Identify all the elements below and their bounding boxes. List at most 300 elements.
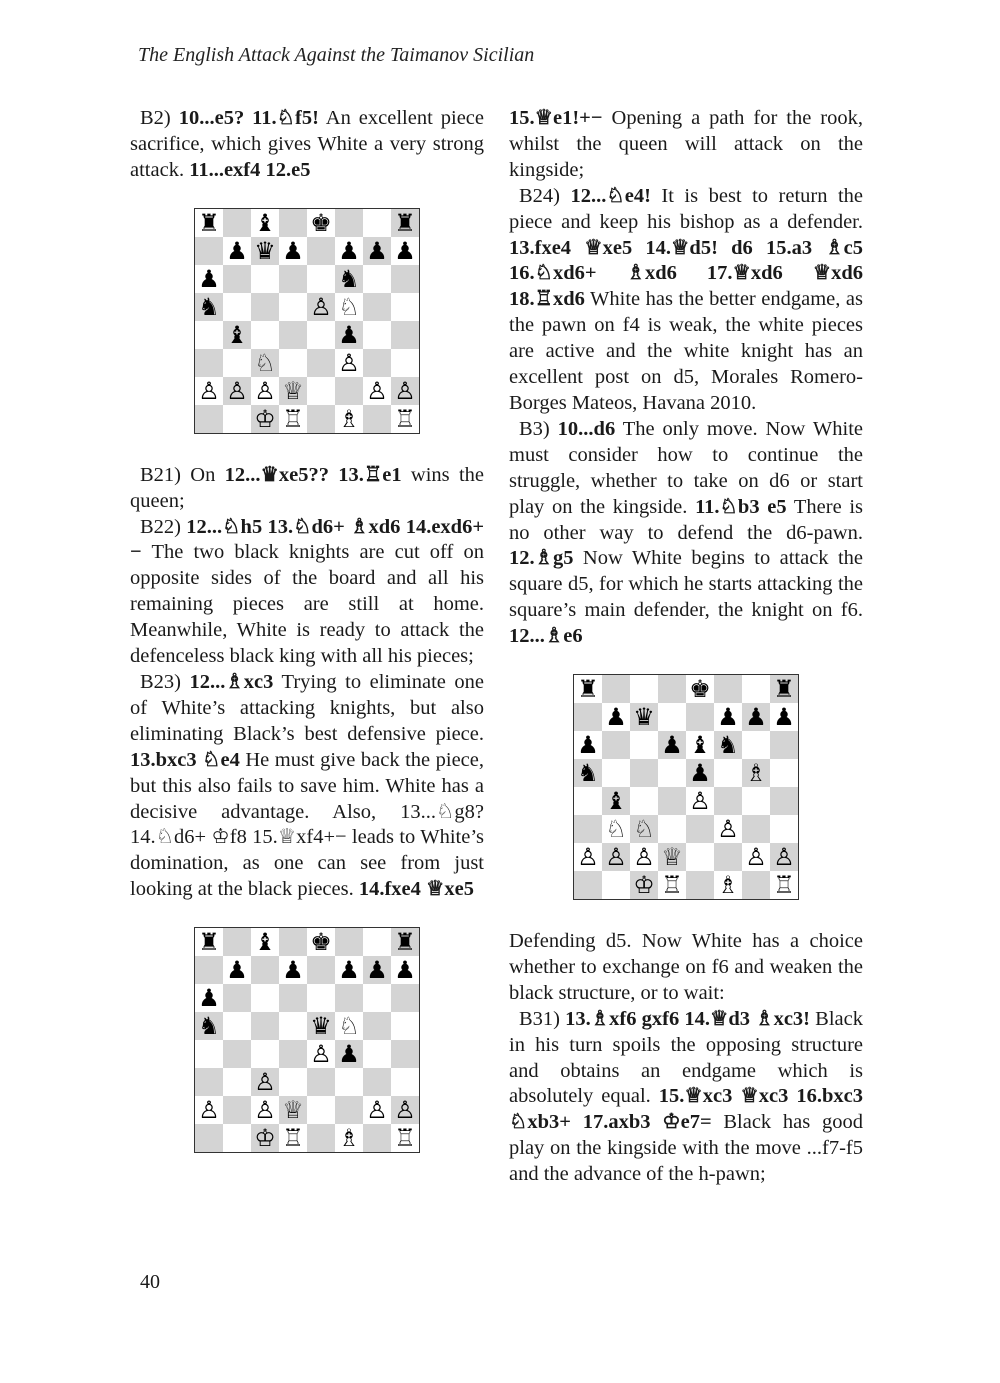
black-queen-icon: ♛ — [310, 1012, 332, 1041]
square-f7 — [335, 237, 363, 265]
square-b4 — [602, 787, 630, 815]
square-f8 — [335, 209, 363, 237]
black-pawn-icon: ♟ — [605, 703, 627, 732]
square-a2 — [195, 377, 223, 405]
square-h7 — [770, 703, 798, 731]
square-e1 — [686, 871, 714, 899]
square-a2 — [574, 843, 602, 871]
square-d6 — [279, 265, 307, 293]
square-c7 — [251, 956, 279, 984]
square-g8 — [363, 928, 391, 956]
square-g2 — [742, 843, 770, 871]
text: Black has good play on the kingside with the move ...f7-f5 and the advance of the h-pawn; — [509, 1111, 863, 1186]
white-rook-icon: ♖ — [394, 1124, 416, 1153]
white-king-icon: ♔ — [254, 404, 276, 433]
square-g4 — [742, 787, 770, 815]
white-rook-icon: ♖ — [282, 1124, 304, 1153]
black-pawn-icon: ♟ — [366, 956, 388, 985]
square-d3 — [658, 815, 686, 843]
text: B21) On — [140, 463, 225, 486]
black-bishop-icon: ♝ — [254, 208, 276, 237]
square-d2 — [279, 1096, 307, 1124]
diagram-2-wrap — [130, 927, 484, 1153]
square-c6 — [251, 265, 279, 293]
white-pawn-icon: ♙ — [254, 376, 276, 405]
square-c2 — [251, 1096, 279, 1124]
black-rook-icon: ♜ — [577, 675, 599, 704]
black-pawn-icon: ♟ — [394, 956, 416, 985]
square-f5 — [714, 759, 742, 787]
black-knight-icon: ♞ — [717, 731, 739, 760]
square-e2 — [307, 377, 335, 405]
square-e1 — [307, 1124, 335, 1152]
move-text: 15.♕e1!+− — [509, 107, 603, 129]
text: Trying to eliminate one of White’s attacking knights, but also eliminating Black’s best defensive piece. — [130, 670, 485, 745]
square-e7 — [686, 703, 714, 731]
white-queen-icon: ♕ — [282, 1096, 304, 1125]
square-d5 — [658, 759, 686, 787]
black-pawn-icon: ♟ — [689, 759, 711, 788]
black-pawn-icon: ♟ — [226, 236, 248, 265]
square-c1 — [251, 1124, 279, 1152]
square-a1 — [195, 405, 223, 433]
white-pawn-icon: ♙ — [773, 843, 795, 872]
square-h7 — [391, 956, 419, 984]
square-g4 — [363, 1040, 391, 1068]
square-a4 — [195, 321, 223, 349]
square-a8 — [195, 209, 223, 237]
black-pawn-icon: ♟ — [577, 731, 599, 760]
square-e1 — [307, 405, 335, 433]
white-knight-icon: ♘ — [254, 348, 276, 377]
square-a6 — [574, 731, 602, 759]
square-d8 — [658, 675, 686, 703]
square-h4 — [391, 321, 419, 349]
white-pawn-icon: ♙ — [310, 292, 332, 321]
square-b1 — [223, 1124, 251, 1152]
square-b2 — [223, 1096, 251, 1124]
paragraph-b2 — [130, 106, 484, 184]
black-bishop-icon: ♝ — [689, 731, 711, 760]
paragraph-b23 — [130, 670, 484, 903]
square-b3 — [223, 1068, 251, 1096]
move-text: 12.♗g5 — [509, 547, 574, 570]
text: Opening a path for the rook, whilst the queen will attack on the kingside; — [509, 107, 863, 181]
move-text: 12...♘h5 13.♘d6+ ♗xd6 14.exd6+− — [130, 515, 485, 564]
square-c8 — [251, 928, 279, 956]
square-b4 — [223, 321, 251, 349]
diagram-1-wrap — [130, 208, 484, 434]
black-pawn-icon: ♟ — [282, 236, 304, 265]
white-rook-icon: ♖ — [394, 404, 416, 433]
white-bishop-icon: ♗ — [717, 871, 739, 900]
black-knight-icon: ♞ — [198, 292, 220, 321]
square-a6 — [195, 265, 223, 293]
square-g8 — [742, 675, 770, 703]
white-bishop-icon: ♗ — [338, 1124, 360, 1153]
square-e5 — [307, 1012, 335, 1040]
square-b5 — [223, 1012, 251, 1040]
square-b5 — [223, 293, 251, 321]
square-d6 — [658, 731, 686, 759]
square-d4 — [279, 1040, 307, 1068]
square-e8 — [307, 209, 335, 237]
square-f7 — [335, 956, 363, 984]
square-a5 — [195, 1012, 223, 1040]
text: Now White begins to attack the square d5, for which he starts attacking the square’s main defender, the knight on f6. — [509, 547, 863, 622]
white-pawn-icon: ♙ — [394, 376, 416, 405]
paragraph-b23-cont — [509, 106, 863, 184]
square-g8 — [363, 209, 391, 237]
square-g2 — [363, 377, 391, 405]
white-rook-icon: ♖ — [661, 871, 683, 900]
square-a2 — [195, 1096, 223, 1124]
right-column — [509, 106, 863, 1188]
move-text: 11.♘b3 e5 — [695, 495, 787, 518]
move-text: 12...♗e6 — [509, 625, 583, 648]
square-e6 — [307, 984, 335, 1012]
square-g7 — [363, 237, 391, 265]
square-c7 — [251, 237, 279, 265]
square-c3 — [630, 815, 658, 843]
square-g3 — [363, 1068, 391, 1096]
square-h6 — [391, 984, 419, 1012]
square-f5 — [335, 293, 363, 321]
square-a1 — [574, 871, 602, 899]
square-h7 — [391, 237, 419, 265]
square-a4 — [574, 787, 602, 815]
square-c8 — [630, 675, 658, 703]
square-c5 — [251, 293, 279, 321]
square-b7 — [223, 956, 251, 984]
square-h8 — [391, 928, 419, 956]
white-knight-icon: ♘ — [338, 1012, 360, 1041]
square-e5 — [686, 759, 714, 787]
square-f6 — [335, 984, 363, 1012]
move-text: 12...♛xe5?? 13.♖e1 — [224, 463, 402, 486]
square-d7 — [279, 237, 307, 265]
black-pawn-icon: ♟ — [338, 320, 360, 349]
square-e4 — [686, 787, 714, 815]
square-e6 — [307, 265, 335, 293]
black-pawn-icon: ♟ — [282, 956, 304, 985]
square-a7 — [195, 956, 223, 984]
black-bishop-icon: ♝ — [605, 787, 627, 816]
square-b6 — [602, 731, 630, 759]
square-d4 — [279, 321, 307, 349]
paragraph-b3 — [509, 417, 863, 650]
square-e8 — [307, 928, 335, 956]
text: B23) — [140, 670, 190, 693]
square-b7 — [602, 703, 630, 731]
square-g6 — [363, 984, 391, 1012]
white-knight-icon: ♘ — [338, 292, 360, 321]
square-h1 — [391, 405, 419, 433]
square-d8 — [279, 209, 307, 237]
black-pawn-icon: ♟ — [226, 956, 248, 985]
square-g5 — [363, 1012, 391, 1040]
square-d3 — [279, 349, 307, 377]
white-pawn-icon: ♙ — [577, 843, 599, 872]
square-f2 — [714, 843, 742, 871]
white-pawn-icon: ♙ — [198, 376, 220, 405]
white-queen-icon: ♕ — [661, 843, 683, 872]
square-f8 — [335, 928, 363, 956]
move-text: 10...e5? 11.♘f5! — [178, 107, 319, 129]
black-rook-icon: ♜ — [198, 928, 220, 957]
white-king-icon: ♔ — [633, 871, 655, 900]
white-queen-icon: ♕ — [282, 376, 304, 405]
black-pawn-icon: ♟ — [745, 703, 767, 732]
square-f3 — [714, 815, 742, 843]
square-e4 — [307, 1040, 335, 1068]
square-h6 — [770, 731, 798, 759]
white-pawn-icon: ♙ — [717, 815, 739, 844]
white-rook-icon: ♖ — [773, 871, 795, 900]
square-c2 — [630, 843, 658, 871]
white-knight-icon: ♘ — [633, 815, 655, 844]
square-a8 — [574, 675, 602, 703]
move-text: 13.fxe4 ♕xe5 14.♕d5! d6 15.a3 ♗c5 16.♘xd6+ ♗xd6 17.♕xd6 ♕xd6 18.♖xd6 — [509, 236, 863, 311]
square-h1 — [770, 871, 798, 899]
square-a5 — [574, 759, 602, 787]
move-text: 14.fxe4 ♕xe5 — [358, 878, 474, 901]
square-f1 — [335, 405, 363, 433]
square-e3 — [686, 815, 714, 843]
square-f8 — [714, 675, 742, 703]
text: An excellent piece sacrifice, which gives White a very strong attack. — [130, 107, 484, 181]
square-b6 — [223, 984, 251, 1012]
square-d1 — [658, 871, 686, 899]
text: B24) — [519, 184, 571, 207]
square-b1 — [223, 405, 251, 433]
running-head: The English Attack Against the Taimanov Sicilian — [138, 44, 535, 66]
paragraph-b31 — [509, 1007, 863, 1188]
square-b8 — [223, 209, 251, 237]
white-knight-icon: ♘ — [605, 815, 627, 844]
square-a7 — [195, 237, 223, 265]
square-g5 — [363, 293, 391, 321]
chess-diagram-2 — [194, 927, 420, 1153]
square-d7 — [658, 703, 686, 731]
square-b8 — [223, 928, 251, 956]
square-d5 — [279, 293, 307, 321]
square-h4 — [391, 1040, 419, 1068]
text: Black in his turn spoils the opposing structure and obtains an endgame which is absolutely equal. — [509, 1007, 863, 1108]
chess-diagram-3 — [573, 674, 799, 900]
square-h2 — [770, 843, 798, 871]
square-e5 — [307, 293, 335, 321]
square-b8 — [602, 675, 630, 703]
black-knight-icon: ♞ — [577, 759, 599, 788]
white-pawn-icon: ♙ — [226, 376, 248, 405]
text: He must give back the piece, but this also fails to save him. White has a decisive advantage. Also, 13...♘g8? 14.♘d6+ ♔f8 15.♕xf4+− leads to White’s domination, as one can see from just looking at the black pieces. — [130, 748, 484, 901]
white-pawn-icon: ♙ — [338, 348, 360, 377]
square-f4 — [714, 787, 742, 815]
square-g1 — [363, 1124, 391, 1152]
square-c8 — [251, 209, 279, 237]
white-pawn-icon: ♙ — [198, 1096, 220, 1125]
paragraph-b3-cont — [509, 929, 863, 1007]
square-c4 — [251, 1040, 279, 1068]
square-f2 — [335, 1096, 363, 1124]
square-f1 — [335, 1124, 363, 1152]
black-pawn-icon: ♟ — [338, 236, 360, 265]
square-f4 — [335, 1040, 363, 1068]
square-g1 — [363, 405, 391, 433]
white-pawn-icon: ♙ — [254, 1096, 276, 1125]
square-d1 — [279, 1124, 307, 1152]
square-c2 — [251, 377, 279, 405]
square-a4 — [195, 1040, 223, 1068]
text: B3) — [519, 417, 558, 440]
text: The only move. Now White must consider how to continue the struggle, whether to take on d6 or start play on the kingside. — [509, 417, 863, 518]
square-d6 — [279, 984, 307, 1012]
square-g6 — [742, 731, 770, 759]
black-king-icon: ♚ — [310, 208, 332, 237]
black-pawn-icon: ♟ — [661, 731, 683, 760]
square-b2 — [223, 377, 251, 405]
move-text: 10...d6 — [557, 417, 616, 440]
square-h1 — [391, 1124, 419, 1152]
black-pawn-icon: ♟ — [717, 703, 739, 732]
paragraph-b24 — [509, 184, 863, 417]
square-c3 — [251, 1068, 279, 1096]
black-rook-icon: ♜ — [198, 208, 220, 237]
square-f5 — [335, 1012, 363, 1040]
diagram-3-wrap — [509, 674, 863, 900]
square-d3 — [279, 1068, 307, 1096]
chess-diagram-1 — [194, 208, 420, 434]
black-pawn-icon: ♟ — [338, 1040, 360, 1069]
square-a6 — [195, 984, 223, 1012]
move-text: 13.♗xf6 gxf6 14.♕d3 ♗xc3! — [565, 1007, 811, 1030]
paragraph-b21 — [130, 463, 484, 515]
black-king-icon: ♚ — [689, 675, 711, 704]
square-b4 — [223, 1040, 251, 1068]
square-c4 — [251, 321, 279, 349]
text: White has the better endgame, as the pawn on f4 is weak, the white pieces are active and the white knight has an excellent post on d5, Morales Romero-Borges Mateos, Havana 2010. — [509, 288, 863, 414]
square-d2 — [658, 843, 686, 871]
black-rook-icon: ♜ — [773, 675, 795, 704]
square-a3 — [195, 1068, 223, 1096]
square-e2 — [307, 1096, 335, 1124]
square-f2 — [335, 377, 363, 405]
square-g7 — [363, 956, 391, 984]
square-b5 — [602, 759, 630, 787]
square-f4 — [335, 321, 363, 349]
square-e4 — [307, 321, 335, 349]
square-c6 — [251, 984, 279, 1012]
square-a8 — [195, 928, 223, 956]
square-a3 — [574, 815, 602, 843]
text: wins the queen; — [130, 463, 484, 512]
black-pawn-icon: ♟ — [366, 236, 388, 265]
black-bishop-icon: ♝ — [254, 928, 276, 957]
black-king-icon: ♚ — [310, 928, 332, 957]
black-pawn-icon: ♟ — [198, 984, 220, 1013]
square-c4 — [630, 787, 658, 815]
square-c1 — [630, 871, 658, 899]
white-pawn-icon: ♙ — [633, 843, 655, 872]
white-pawn-icon: ♙ — [366, 376, 388, 405]
text: B22) — [140, 515, 187, 538]
square-d8 — [279, 928, 307, 956]
square-b1 — [602, 871, 630, 899]
paragraph-b22 — [130, 515, 484, 670]
square-a1 — [195, 1124, 223, 1152]
square-g5 — [742, 759, 770, 787]
white-pawn-icon: ♙ — [689, 787, 711, 816]
square-g1 — [742, 871, 770, 899]
black-knight-icon: ♞ — [338, 264, 360, 293]
square-c7 — [630, 703, 658, 731]
square-d7 — [279, 956, 307, 984]
square-b3 — [223, 349, 251, 377]
square-c1 — [251, 405, 279, 433]
white-bishop-icon: ♗ — [338, 404, 360, 433]
text: It is best to return the piece and keep his bishop as a defender. — [509, 184, 864, 233]
square-h8 — [391, 209, 419, 237]
square-d1 — [279, 405, 307, 433]
square-h8 — [770, 675, 798, 703]
square-g7 — [742, 703, 770, 731]
square-f6 — [714, 731, 742, 759]
square-h2 — [391, 377, 419, 405]
square-d4 — [658, 787, 686, 815]
white-bishop-icon: ♗ — [745, 759, 767, 788]
text: Defending d5. Now White has a choice whether to exchange on f6 and weaken the black structure, or to wait: — [509, 930, 863, 1004]
square-e3 — [307, 349, 335, 377]
text: There is no other way to defend the d6-pawn. — [509, 495, 864, 544]
square-b7 — [223, 237, 251, 265]
square-a7 — [574, 703, 602, 731]
square-f6 — [335, 265, 363, 293]
square-e3 — [307, 1068, 335, 1096]
square-h3 — [770, 815, 798, 843]
square-e7 — [307, 956, 335, 984]
square-c6 — [630, 731, 658, 759]
move-text: 15.♕xc3 ♕xc3 16.bxc3 ♘xb3+ 17.axb3 ♔e7= — [509, 1085, 863, 1134]
square-g4 — [363, 321, 391, 349]
square-a5 — [195, 293, 223, 321]
black-pawn-icon: ♟ — [773, 703, 795, 732]
square-h5 — [391, 293, 419, 321]
square-h2 — [391, 1096, 419, 1124]
text: The two black knights are cut off on opposite sides of the board and all his remaining pieces are still at home. Meanwhile, White is ready to attack the defenceless black king with all his pieces; — [130, 541, 484, 668]
square-c3 — [251, 349, 279, 377]
square-h4 — [770, 787, 798, 815]
square-e6 — [686, 731, 714, 759]
square-e7 — [307, 237, 335, 265]
white-pawn-icon: ♙ — [366, 1096, 388, 1125]
black-rook-icon: ♜ — [394, 208, 416, 237]
white-pawn-icon: ♙ — [605, 843, 627, 872]
square-h6 — [391, 265, 419, 293]
square-e8 — [686, 675, 714, 703]
square-b6 — [223, 265, 251, 293]
square-h5 — [391, 1012, 419, 1040]
square-e2 — [686, 843, 714, 871]
square-d5 — [279, 1012, 307, 1040]
black-knight-icon: ♞ — [198, 1012, 220, 1041]
square-d2 — [279, 377, 307, 405]
text: B2) — [140, 107, 179, 129]
black-pawn-icon: ♟ — [198, 264, 220, 293]
move-text: 12...♗xc3 — [189, 670, 274, 693]
white-rook-icon: ♖ — [282, 404, 304, 433]
square-a3 — [195, 349, 223, 377]
